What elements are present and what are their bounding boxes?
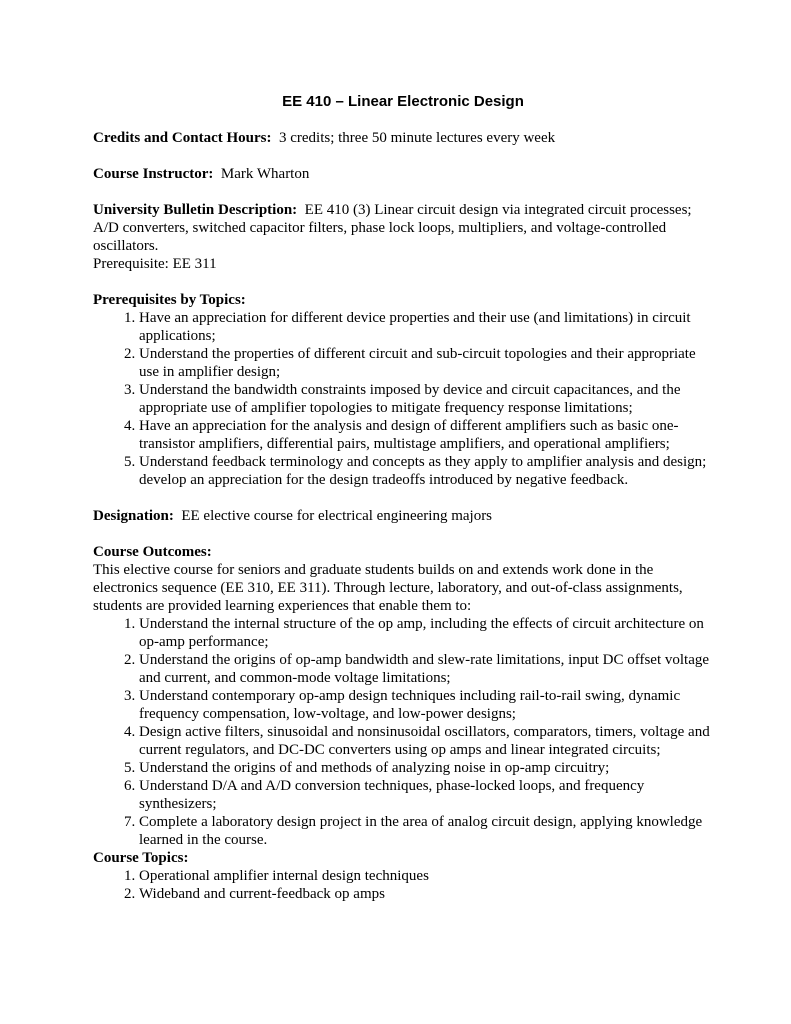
instructor-section [93, 165, 713, 183]
bulletin-label: University Bulletin Description: [93, 202, 298, 218]
outcome-item: 3. Understand contemporary op-amp design techniques including rail-to-rail swing, dynamic frequency compensation, low-voltage, and low-power designs; [139, 687, 713, 723]
document-page [93, 93, 713, 921]
document-title: EE 410 – Linear Electronic Design [282, 93, 524, 110]
designation-value: EE elective course for electrical engineering majors [181, 508, 493, 524]
outcomes-list [93, 615, 713, 849]
topic-item: 2. Wideband and current-feedback op amps [139, 885, 713, 903]
prerequisite-item: 5. Understand feedback terminology and concepts as they apply to amplifier analysis and design; develop an appreciation for the design tradeoffs introduced by negative feedback. [139, 453, 713, 489]
designation-label: Designation: [93, 508, 174, 524]
prerequisites-heading: Prerequisites by Topics: [93, 292, 246, 308]
outcome-item: 5. Understand the origins of and methods of analyzing noise in op-amp circuitry; [139, 759, 713, 777]
outcome-item: 1. Understand the internal structure of the op amp, including the effects of circuit architecture on op-amp performance; [139, 615, 713, 651]
credits-value: 3 credits; three 50 minute lectures every week [278, 130, 556, 146]
bulletin-section [93, 201, 713, 273]
outcome-item: 7. Complete a laboratory design project in the area of analog circuit design, applying knowledge learned in the course. [139, 813, 713, 849]
outcome-item: 2. Understand the origins of op-amp bandwidth and slew-rate limitations, input DC offset voltage and current, and common-mode voltage limitations; [139, 651, 713, 687]
topics-section [93, 849, 713, 903]
bulletin-prerequisite: Prerequisite: EE 311 [93, 256, 217, 272]
topics-list [93, 867, 713, 903]
outcome-item: 4. Design active filters, sinusoidal and nonsinusoidal oscillators, comparators, timers, voltage and current regulators, and DC-DC converters using op amps and linear integrated circuits; [139, 723, 713, 759]
instructor-value: Mark Wharton [220, 166, 310, 182]
topics-heading: Course Topics: [93, 850, 189, 866]
outcome-item: 6. Understand D/A and A/D conversion techniques, phase-locked loops, and frequency synthesizers; [139, 777, 713, 813]
outcomes-intro: This elective course for seniors and graduate students builds on and extends work done in the electronics sequence (EE 310, EE 311). Through lecture, laboratory, and out-of-class assignments, students are provided learning experiences that enable them to: [93, 562, 683, 614]
topic-item: 1. Operational amplifier internal design techniques [139, 867, 713, 885]
credits-section [93, 129, 713, 147]
prerequisite-item: 2. Understand the properties of different circuit and sub-circuit topologies and their appropriate use in amplifier design; [139, 345, 713, 381]
credits-label: Credits and Contact Hours: [93, 130, 272, 146]
prerequisite-item: 1. Have an appreciation for different device properties and their use (and limitations) in circuit applications; [139, 309, 713, 345]
bulletin-description: EE 410 (3) Linear circuit design via integrated circuit processes; A/D converters, switched capacitor filters, phase lock loops, multipliers, and voltage-controlled oscillators. [93, 202, 692, 254]
instructor-label: Course Instructor: [93, 166, 214, 182]
prerequisites-section [93, 291, 713, 489]
prerequisites-list [93, 309, 713, 489]
prerequisite-item: 4. Have an appreciation for the analysis and design of different amplifiers such as basic one-transistor amplifiers, differential pairs, multistage amplifiers, and operational amplifiers; [139, 417, 713, 453]
outcomes-heading: Course Outcomes: [93, 544, 212, 560]
outcomes-section [93, 543, 713, 849]
designation-section [93, 507, 713, 525]
prerequisite-item: 3. Understand the bandwidth constraints imposed by device and circuit capacitances, and the appropriate use of amplifier topologies to mitigate frequency response limitations; [139, 381, 713, 417]
